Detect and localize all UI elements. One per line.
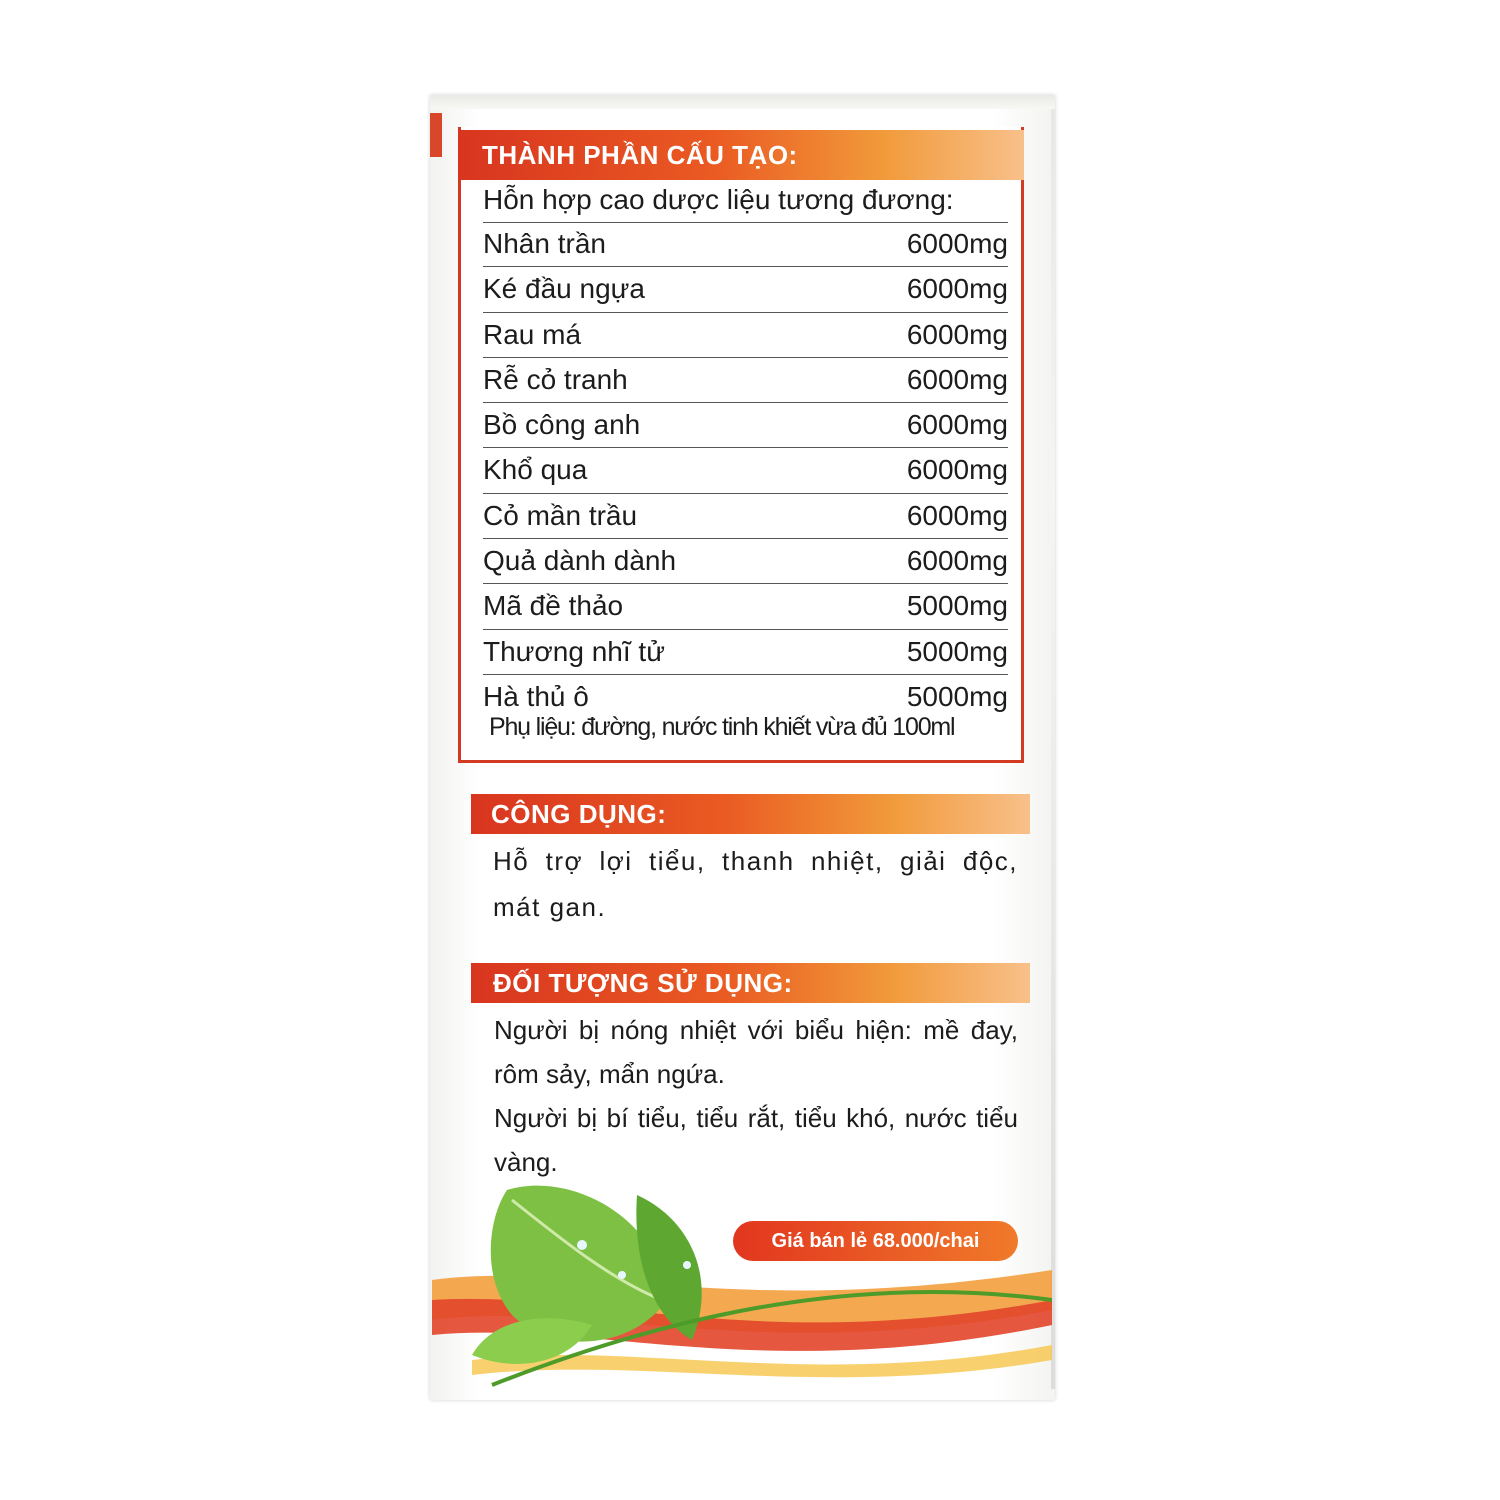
ingredient-amount: 5000mg xyxy=(906,635,1008,667)
uses-text: Hỗ trợ lợi tiểu, thanh nhiệt, giải độc, mát gan. xyxy=(493,846,1018,922)
ingredient-row xyxy=(483,448,1008,493)
ingredient-amount: 6000mg xyxy=(906,363,1008,395)
box-top-edge xyxy=(430,95,1055,109)
ingredients-table xyxy=(483,222,1008,719)
ingredient-name: Thương nhĩ tử xyxy=(483,635,665,667)
target-heading: ĐỐI TƯỢNG SỬ DỤNG: xyxy=(471,963,1030,1003)
ingredient-amount: 6000mg xyxy=(906,273,1008,305)
ingredient-name: Mã đề thảo xyxy=(483,590,624,622)
ingredient-name: Khổ qua xyxy=(483,454,588,486)
ingredient-name: Bồ công anh xyxy=(483,409,641,441)
ingredient-amount: 5000mg xyxy=(906,590,1008,622)
ingredient-row xyxy=(483,313,1008,358)
ingredient-row xyxy=(483,267,1008,312)
ingredient-amount: 6000mg xyxy=(906,545,1008,577)
ingredient-row xyxy=(483,494,1008,539)
ingredient-amount: 6000mg xyxy=(906,228,1008,259)
leaf-swoosh-decoration xyxy=(432,1150,1052,1400)
ingredient-amount: 5000mg xyxy=(906,680,1008,712)
water-drop-icon xyxy=(618,1271,626,1279)
ingredient-row xyxy=(483,584,1008,629)
ingredient-amount: 6000mg xyxy=(906,318,1008,350)
target-line-1: Người bị nóng nhiệt với biểu hiện: mề đay, rôm sảy, mẩn ngứa. xyxy=(494,1015,1018,1089)
water-drop-icon xyxy=(577,1240,587,1250)
ingredient-name: Rau má xyxy=(483,318,582,350)
box-left-edge-mark xyxy=(430,113,442,157)
ingredient-name: Cỏ mần trầu xyxy=(483,499,638,531)
ingredient-row xyxy=(483,539,1008,584)
retail-price-badge: Giá bán lẻ 68.000/chai xyxy=(733,1221,1018,1261)
ingredient-name: Hà thủ ô xyxy=(483,680,589,712)
ingredients-intro: Hỗn hợp cao dược liệu tương đương: xyxy=(483,178,1008,223)
ingredient-row xyxy=(483,403,1008,448)
ingredient-amount: 6000mg xyxy=(906,499,1008,531)
ingredient-row xyxy=(483,630,1008,675)
ingredient-amount: 6000mg xyxy=(906,454,1008,486)
excipients-text: Phụ liệu: đường, nước tinh khiết vừa đủ 100ml xyxy=(489,713,955,741)
ingredient-amount: 6000mg xyxy=(906,409,1008,441)
ingredient-row xyxy=(483,358,1008,403)
ingredients-heading: THÀNH PHẦN CẤU TẠO: xyxy=(458,130,1024,180)
ingredient-row xyxy=(483,222,1008,267)
ingredient-name: Rễ cỏ tranh xyxy=(483,363,628,395)
uses-heading: CÔNG DỤNG: xyxy=(471,794,1030,834)
ingredient-name: Quả dành dành xyxy=(483,545,677,577)
ingredient-name: Ké đầu ngựa xyxy=(483,273,645,305)
target-line-2: Người bị bí tiểu, tiểu rắt, tiểu khó, nước tiểu vàng. xyxy=(494,1103,1018,1177)
water-drop-icon xyxy=(683,1261,691,1269)
ingredient-name: Nhân trần xyxy=(483,228,606,259)
